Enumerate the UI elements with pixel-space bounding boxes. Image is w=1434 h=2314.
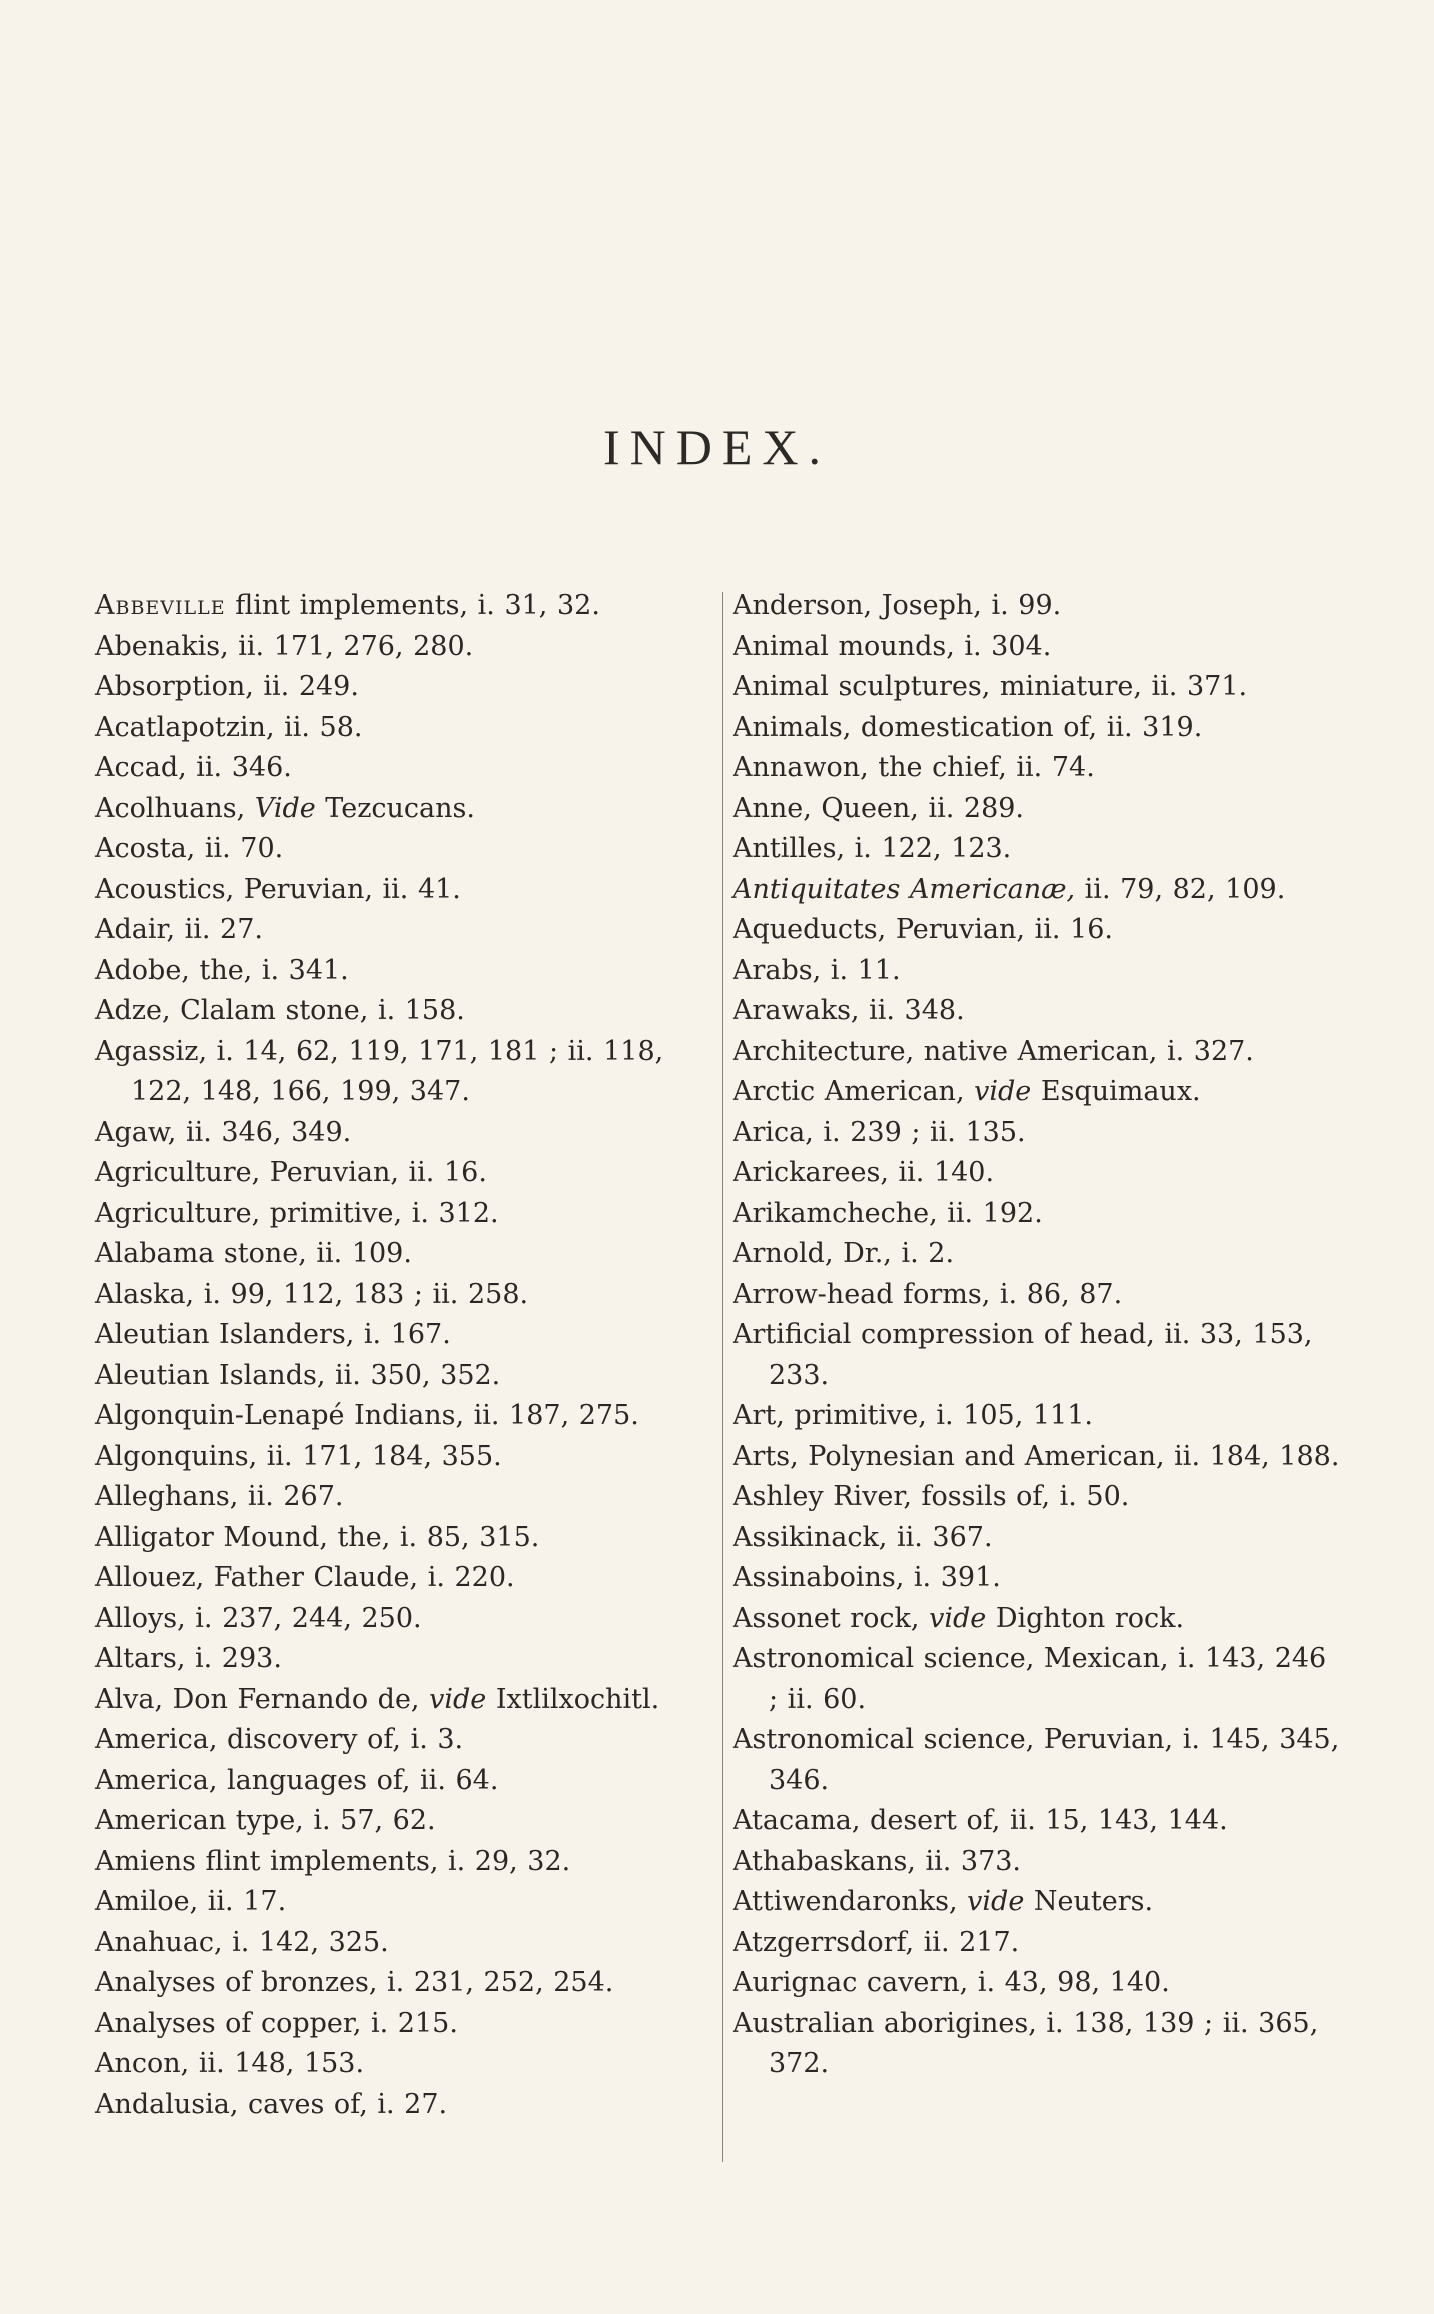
index-entry-text: Agriculture, Peruvian, ii. 16.: [95, 1157, 487, 1188]
index-entry-text: Arabs, i. 11.: [733, 954, 901, 986]
index-entry-text: Art, primitive, i. 105, 111.: [733, 1400, 1093, 1431]
index-entry: [733, 789, 1343, 830]
index-entry-text: Artificial compression of head, ii. 33, 153, 233.: [733, 1319, 1313, 1391]
index-entry: [733, 667, 1343, 708]
index-entry: [733, 708, 1343, 749]
index-entry-text: Ixtlilxochitl.: [486, 1683, 660, 1715]
index-entry: [733, 1842, 1343, 1883]
index-entry: [95, 586, 705, 627]
index-entry-text: Tezcucans.: [315, 792, 475, 824]
index-entry-text: Agaw, ii. 346, 349.: [95, 1116, 352, 1148]
index-entry-text: Allouez, Father Claude, i. 220.: [95, 1562, 515, 1593]
index-entry: [733, 1437, 1343, 1478]
index-entry-text: Arickarees, ii. 140.: [733, 1157, 995, 1188]
index-entry-text: Ancon, ii. 148, 153.: [95, 2048, 365, 2079]
index-entry-text: Aleutian Islanders, i. 167.: [95, 1319, 451, 1350]
index-entry-text: Alaska, i. 99, 112, 183 ; ii. 258.: [95, 1278, 529, 1310]
column-divider: [722, 592, 723, 2162]
index-entry: [95, 1234, 705, 1275]
index-entry: [95, 1963, 705, 2004]
index-entry: [95, 1437, 705, 1478]
index-entry: [95, 829, 705, 870]
index-entry: [95, 1518, 705, 1559]
index-entry-text: Australian aborigines, i. 138, 139 ; ii. 365, 372.: [733, 2007, 1319, 2079]
index-entry-text: Arawaks, ii. 348.: [733, 995, 965, 1026]
index-entry-text: Acoustics, Peruvian, ii. 41.: [95, 873, 461, 905]
index-entry: [95, 1882, 705, 1923]
index-entry: [95, 1761, 705, 1802]
index-entry: [733, 870, 1343, 911]
index-entry: [95, 1801, 705, 1842]
index-entry-italic: Antiquitates Americanæ,: [733, 873, 1076, 905]
index-entry: [95, 1032, 705, 1113]
index-entry: [733, 1558, 1343, 1599]
index-entry-text: Agriculture, primitive, i. 312.: [95, 1197, 499, 1229]
index-entry-text: Amiloe, ii. 17.: [95, 1886, 287, 1917]
index-entry-text: Arnold, Dr., i. 2.: [733, 1238, 955, 1269]
index-entry: [733, 1032, 1343, 1073]
index-entry: [95, 708, 705, 749]
index-entry: [733, 1801, 1343, 1842]
index-entry-text: Amiens flint implements, i. 29, 32.: [95, 1845, 571, 1877]
index-entry-text: Anahuac, i. 142, 325.: [95, 1926, 389, 1958]
index-entry: [733, 1639, 1343, 1720]
index-entry-text: Animal sculptures, miniature, ii. 371.: [733, 671, 1248, 702]
index-entry-text: Athabaskans, ii. 373.: [733, 1845, 1022, 1877]
index-entry-text: Alloys, i. 237, 244, 250.: [95, 1602, 422, 1634]
index-entry-text: Animal mounds, i. 304.: [733, 630, 1052, 662]
index-entry-text: Abenakis, ii. 171, 276, 280.: [95, 630, 474, 662]
index-entry: [95, 1275, 705, 1316]
index-entry-text: Esquimaux.: [1031, 1076, 1201, 1107]
index-entry-text: Anne, Queen, ii. 289.: [733, 792, 1025, 824]
index-entry-italic: vide: [974, 1076, 1032, 1107]
index-entry: [95, 1558, 705, 1599]
index-entry-text: Arts, Polynesian and American, ii. 184, 188.: [733, 1440, 1340, 1472]
index-entry-small-caps: Abbeville: [95, 590, 226, 621]
index-entry: [733, 1396, 1343, 1437]
index-entry: [95, 870, 705, 911]
index-entry-text: Algonquins, ii. 171, 184, 355.: [95, 1440, 502, 1472]
index-entry: [733, 1194, 1343, 1235]
index-entry: [733, 1518, 1343, 1559]
index-entry-italic: vide: [429, 1683, 487, 1715]
index-column-left: [95, 586, 705, 2125]
index-entry-text: Accad, ii. 346.: [95, 752, 292, 783]
index-entry: [733, 1923, 1343, 1964]
index-entry: [733, 586, 1343, 627]
index-entry: [733, 1720, 1343, 1801]
index-entry: [95, 1842, 705, 1883]
index-entry-text: Alva, Don Fernando de,: [95, 1683, 430, 1715]
index-entry-text: Atzgerrsdorf, ii. 217.: [733, 1926, 1020, 1958]
index-entry: [95, 667, 705, 708]
index-entry: [95, 1923, 705, 1964]
index-entry-text: Altars, i. 293.: [95, 1643, 282, 1674]
index-entry-text: America, languages of, ii. 64.: [95, 1764, 499, 1796]
index-entry-text: Astronomical science, Peruvian, i. 145, 345, 346.: [733, 1724, 1340, 1796]
index-entry-text: Astronomical science, Mexican, i. 143, 246 ; ii. 60.: [733, 1643, 1327, 1715]
index-entry-text: Neuters.: [1024, 1886, 1154, 1917]
index-entry: [733, 1477, 1343, 1518]
index-entry: [95, 1639, 705, 1680]
index-entry: [733, 1113, 1343, 1154]
index-entry-text: American type, i. 57, 62.: [95, 1805, 436, 1836]
index-entry-text: Adze, Clalam stone, i. 158.: [95, 995, 465, 1026]
index-entry: [95, 1477, 705, 1518]
index-entry: [95, 748, 705, 789]
index-entry: [95, 1396, 705, 1437]
index-entry: [95, 1599, 705, 1640]
index-entry-text: Analyses of bronzes, i. 231, 252, 254.: [95, 1967, 614, 1998]
index-entry-text: Algonquin-Lenapé Indians, ii. 187, 275.: [95, 1400, 639, 1431]
index-entry-text: Anderson, Joseph, i. 99.: [733, 590, 1062, 621]
index-entry-text: Arikamcheche, ii. 192.: [733, 1197, 1043, 1229]
index-entry-text: Adobe, the, i. 341.: [95, 954, 349, 986]
page-title: INDEX.: [602, 419, 832, 475]
index-entry-text: Aqueducts, Peruvian, ii. 16.: [733, 914, 1113, 945]
index-entry-text: Alleghans, ii. 267.: [95, 1481, 344, 1512]
index-entry: [95, 910, 705, 951]
index-entry: [95, 1356, 705, 1397]
index-entry: [95, 2044, 705, 2085]
index-entry-text: Assinaboins, i. 391.: [733, 1562, 1001, 1593]
index-entry-text: Aurignac cavern, i. 43, 98, 140.: [733, 1967, 1170, 1998]
index-entry-text: Atacama, desert of, ii. 15, 143, 144.: [733, 1805, 1228, 1836]
index-entry-text: Alabama stone, ii. 109.: [95, 1238, 412, 1269]
index-entry-text: Annawon, the chief, ii. 74.: [733, 752, 1095, 783]
index-entry: [95, 1113, 705, 1154]
index-entry: [95, 2004, 705, 2045]
index-entry: [733, 1315, 1343, 1396]
index-entry-text: America, discovery of, i. 3.: [95, 1724, 464, 1755]
index-entry-text: Analyses of copper, i. 215.: [95, 2007, 458, 2039]
index-entry-text: Andalusia, caves of, i. 27.: [95, 2088, 448, 2120]
index-entry-italic: vide: [967, 1886, 1025, 1917]
index-entry-text: Aleutian Islands, ii. 350, 352.: [95, 1359, 501, 1391]
index-entry: [95, 627, 705, 668]
index-entry-text: Dighton rock.: [986, 1602, 1185, 1634]
index-entry-text: Assonet rock,: [733, 1602, 930, 1634]
index-entry: [733, 1963, 1343, 2004]
index-entry-text: Acosta, ii. 70.: [95, 833, 284, 864]
index-entry-text: Antilles, i. 122, 123.: [733, 833, 1012, 864]
index-entry-text: Attiwendaronks,: [733, 1886, 968, 1917]
index-entry-text: Arica, i. 239 ; ii. 135.: [733, 1116, 1026, 1148]
index-entry: [733, 627, 1343, 668]
index-entry: [733, 910, 1343, 951]
index-entry-text: Assikinack, ii. 367.: [733, 1521, 993, 1553]
index-entry-text: Absorption, ii. 249.: [95, 671, 359, 702]
index-entry-text: Arctic American,: [733, 1076, 975, 1107]
index-entry: [733, 951, 1343, 992]
index-entry-text: Alligator Mound, the, i. 85, 315.: [95, 1521, 540, 1553]
index-entry-text: Adair, ii. 27.: [95, 914, 263, 945]
index-entry-italic: vide: [929, 1602, 987, 1634]
index-entry: [733, 1153, 1343, 1194]
index-entry-text: Arrow-head forms, i. 86, 87.: [733, 1278, 1123, 1310]
index-entry: [95, 1315, 705, 1356]
index-entry: [733, 1275, 1343, 1316]
index-entry: [95, 1680, 705, 1721]
index-entry: [733, 1072, 1343, 1113]
index-entry: [95, 951, 705, 992]
index-column-right: [733, 586, 1343, 2085]
index-entry: [733, 1882, 1343, 1923]
index-entry: [733, 748, 1343, 789]
index-entry: [95, 789, 705, 830]
index-entry: [95, 1720, 705, 1761]
index-entry-text: Acolhuans,: [95, 792, 255, 824]
index-entry: [733, 1599, 1343, 1640]
index-entry: [95, 2085, 705, 2126]
index-entry: [733, 2004, 1343, 2085]
index-entry: [95, 1194, 705, 1235]
index-entry-text: Acatlapotzin, ii. 58.: [95, 711, 363, 743]
index-entry-italic: Vide: [254, 792, 316, 824]
index-entry-text: Animals, domestication of, ii. 319.: [733, 711, 1203, 743]
index-entry-text: Agassiz, i. 14, 62, 119, 171, 181 ; ii. 118, 122, 148, 166, 199, 347.: [95, 1035, 664, 1107]
index-entry-text: Architecture, native American, i. 327.: [733, 1035, 1254, 1067]
index-entry: [733, 991, 1343, 1032]
index-entry-text: ii. 79, 82, 109.: [1075, 873, 1286, 905]
index-entry: [95, 1153, 705, 1194]
index-entry: [733, 829, 1343, 870]
index-entry-text: flint implements, i. 31, 32.: [225, 590, 600, 621]
index-entry: [95, 991, 705, 1032]
index-entry: [733, 1234, 1343, 1275]
index-entry-text: Ashley River, fossils of, i. 50.: [733, 1481, 1130, 1512]
